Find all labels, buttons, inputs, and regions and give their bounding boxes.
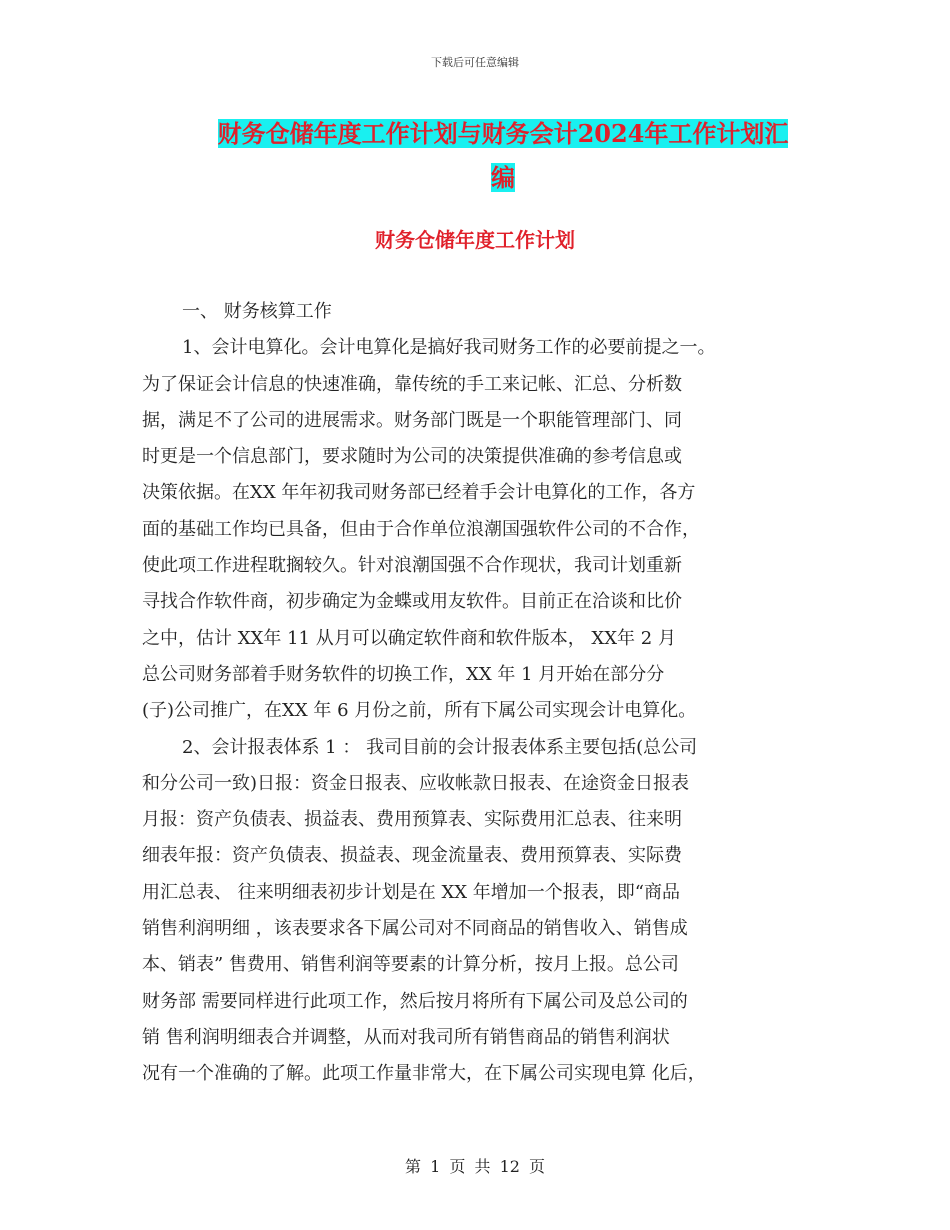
page-label: 页 [449,1157,466,1176]
section-title: 财务仓储年度工作计划 [375,228,575,252]
document-title [188,112,818,200]
paragraph-line: 细表年报：资产负债表、损益表、现金流量表、费用预算表、实际费 [142,845,682,867]
page-footer [0,1154,950,1177]
paragraph-line: 2、会计报表体系 1 ： 我司目前的会计报表体系主要包括(总公司 [182,736,698,758]
paragraph-line: 本、销表” 售费用、销售利润等要素的计算分析，按月上报。总公司 [142,954,679,976]
page-suffix: 页 [529,1157,546,1176]
total-label: 共 [474,1157,491,1176]
document-title-line-2: 编 [491,163,515,192]
paragraph-line: 面的基础工作均已具备，但由于合作单位浪潮国强软件公司的不合作， [142,518,700,540]
document-title-line-1: 财务仓储年度工作计划与财务会计2024年工作计划汇 [217,119,789,148]
paragraph-line: 和分公司一致)日报：资金日报表、应收帐款日报表、在途资金日报表 [142,772,690,794]
paragraph-line: 总公司财务部着手财务软件的切换工作，XX 年 1 月开始在部分分 [142,663,665,685]
paragraph-line: 时更是一个信息部门，要求随时为公司的决策提供准确的参考信息或 [142,446,682,468]
paragraph-line: 使此项工作进程耽搁较久。针对浪潮国强不合作现状，我司计划重新 [142,555,682,577]
paragraph-line: 为了保证会计信息的快速准确，靠传统的手工来记帐、汇总、分析数 [142,373,682,395]
heading-financial-accounting: 一、 财务核算工作 [182,301,332,322]
paragraph-line: 据，满足不了公司的进展需求。财务部门既是一个职能管理部门、同 [142,409,682,431]
paragraph-line: 财务部 需要同样进行此项工作，然后按月将所有下属公司及总公司的 [142,990,688,1012]
document-body [142,294,822,1093]
paragraph-line: 况有一个准确的了解。此项工作量非常大，在下属公司实现电算 化后， [142,1063,706,1085]
paragraph-line: 月报：资产负债表、损益表、费用预算表、实际费用汇总表、往来明 [142,809,682,831]
paragraph-line: 1、会计电算化。会计电算化是搞好我司财务工作的必要前提之一。 [182,337,716,359]
paragraph-line: 决策依据。在XX 年年初我司财务部已经着手会计电算化的工作，各方 [142,482,696,504]
paragraph-line: 寻找合作软件商，初步确定为金蝶或用友软件。目前正在洽谈和比价 [142,591,682,613]
page-prefix: 第 [404,1157,421,1176]
header-note: 下载后可任意编辑 [431,56,519,69]
total-pages-number: 12 [499,1157,520,1176]
paragraph-line: 用汇总表、 往来明细表初步计划是在 XX 年增加一个报表，即“商品 [142,881,680,903]
paragraph-line: 之中，估计 XX年 11 从月可以确定软件商和软件版本， XX年 2 月 [142,627,676,649]
paragraph-line: 销 售利润明细表合并调整，从而对我司所有销售商品的销售利润状 [142,1026,670,1048]
paragraph-line: 销售利润明细 ，该表要求各下属公司对不同商品的销售收入、销售成 [142,918,688,940]
paragraph-line: (子)公司推广，在XX 年 6 月份之前，所有下属公司实现会计电算化。 [142,700,697,722]
current-page-number: 1 [430,1157,441,1176]
